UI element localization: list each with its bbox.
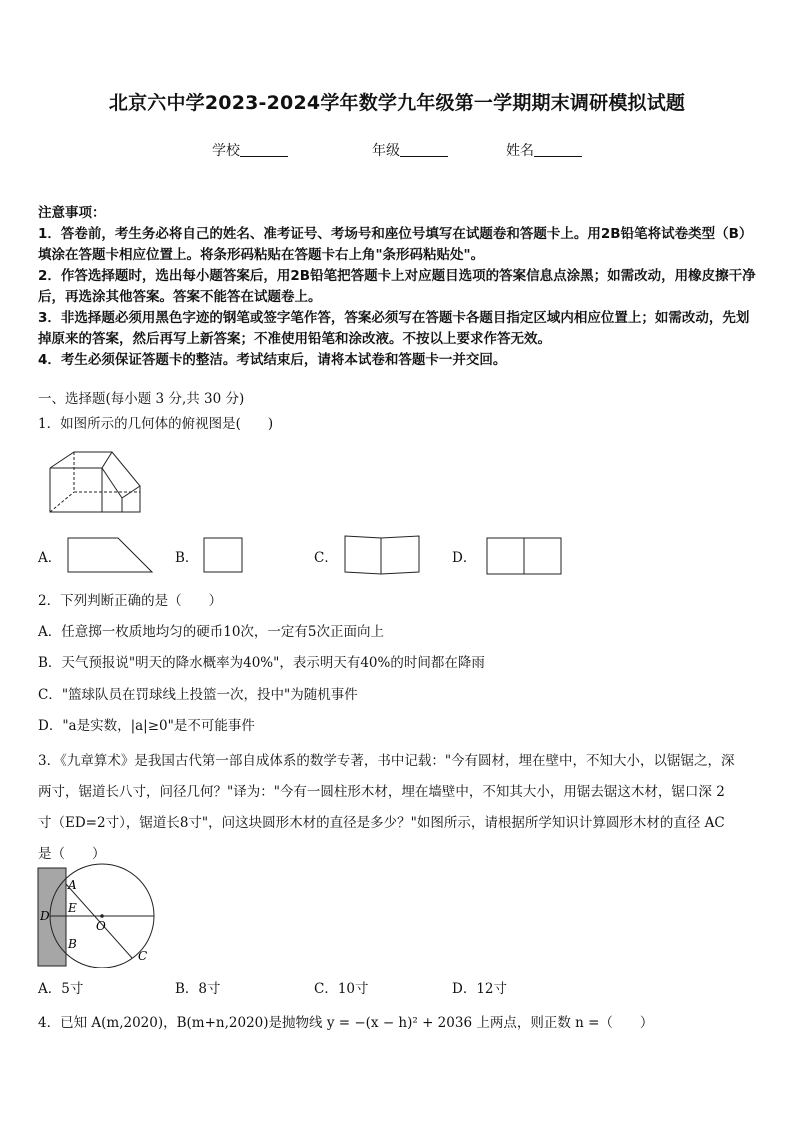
grade-blank[interactable] — [400, 142, 448, 157]
notes-heading: 注意事项： — [38, 205, 106, 221]
q3-option-a[interactable]: A．5寸 — [38, 981, 84, 997]
q3-circle-figure — [34, 862, 158, 968]
q2-stem: 2．下列判断正确的是（ ） — [38, 593, 223, 609]
note-item: 2．作答选择题时，选出每小题答案后，用2B铅笔把答题卡上对应题目选项的答案信息点涂黑；如需改动，用橡皮擦干净后，再选涂其他答案。答案不能答在试题卷上。 — [38, 268, 756, 305]
figure-label-c: C — [138, 949, 148, 963]
q3-option-b[interactable]: B．8寸 — [175, 981, 221, 997]
q1-option-b-figure[interactable] — [202, 536, 244, 574]
name-label: 姓名 — [506, 143, 534, 159]
figure-label-e: E — [68, 901, 77, 915]
name-blank[interactable] — [534, 142, 582, 157]
q2-option-b[interactable]: B．天气预报说"明天的降水概率为40%"，表示明天有40%的时间都在降雨 — [38, 655, 485, 671]
q2-option-a[interactable]: A．任意掷一枚质地均匀的硬币10次，一定有5次正面向上 — [38, 624, 385, 640]
q3-option-c[interactable]: C．10寸 — [314, 981, 369, 997]
q3-stem-line: 3．《九章算术》是我国古代第一部自成体系的数学专著，书中记载："今有圆材，埋在壁中，不知大小，以锯锯之，深 — [38, 753, 735, 769]
q1-option-c-label: C． — [314, 550, 338, 566]
q3-option-d[interactable]: D．12寸 — [452, 981, 508, 997]
q1-option-d-figure[interactable] — [485, 536, 565, 576]
q1-option-a-figure[interactable] — [66, 536, 156, 574]
grade-label: 年级 — [372, 143, 400, 159]
q1-solid-figure — [46, 448, 144, 516]
q3-stem-line: 寸（ED=2寸），锯道长8寸"，问这块圆形木材的直径是多少？"如图所示，请根据所学知识计算圆形木材的直径 AC — [38, 815, 725, 831]
figure-label-b: B — [68, 937, 77, 951]
q2-option-c[interactable]: C．"篮球队员在罚球线上投篮一次，投中"为随机事件 — [38, 687, 358, 703]
notes-section — [38, 203, 760, 371]
q1-option-d-label: D． — [452, 550, 477, 566]
q1-option-c-figure[interactable] — [343, 534, 423, 578]
figure-label-d: D — [40, 909, 50, 923]
q1-option-b-label: B． — [175, 550, 199, 566]
q3-stem — [38, 746, 760, 870]
q4-stem: 4．已知 A(m,2020)，B(m+n,2020)是抛物线 y = −(x − h)² + 2036 上两点，则正数 n =（ ） — [38, 1015, 654, 1031]
school-blank[interactable] — [240, 142, 288, 157]
note-item: 3．非选择题必须用黑色字迹的钢笔或签字笔作答，答案必须写在答题卡各题目指定区域内相应位置上；如需改动，先划掉原来的答案，然后再写上新答案；不准使用铅笔和涂改液。不按以上要求作答无效。 — [38, 310, 750, 347]
exam-title: 北京六中学2023-2024学年数学九年级第一学期期末调研模拟试题 — [108, 92, 686, 114]
q2-option-d[interactable]: D．"a是实数，|a|≥0"是不可能事件 — [38, 718, 255, 734]
q3-stem-line: 是（ ） — [38, 846, 106, 862]
q1-option-a-label: A． — [38, 550, 62, 566]
school-label: 学校 — [212, 143, 240, 159]
grade-field — [372, 140, 448, 160]
figure-label-o: O — [96, 919, 106, 933]
q3-stem-line: 两寸，锯道长八寸，问径几何？"译为："今有一圆柱形木材，埋在墙壁中，不知其大小，用锯去锯这木材，锯口深 2 — [38, 784, 725, 800]
section1-heading: 一、选择题(每小题 3 分,共 30 分) — [38, 391, 245, 407]
note-item: 1．答卷前，考生务必将自己的姓名、准考证号、考场号和座位号填写在试题卷和答题卡上。用2B铅笔将试卷类型（B）填涂在答题卡相应位置上。将条形码粘贴在答题卡右上角"条形码粘贴处"。 — [38, 226, 753, 263]
figure-label-a: A — [68, 878, 77, 892]
school-field — [212, 140, 288, 160]
name-field — [506, 140, 582, 160]
note-item: 4．考生必须保证答题卡的整洁。考试结束后，请将本试卷和答题卡一并交回。 — [38, 352, 507, 368]
q1-stem: 1．如图所示的几何体的俯视图是( ) — [38, 416, 274, 432]
